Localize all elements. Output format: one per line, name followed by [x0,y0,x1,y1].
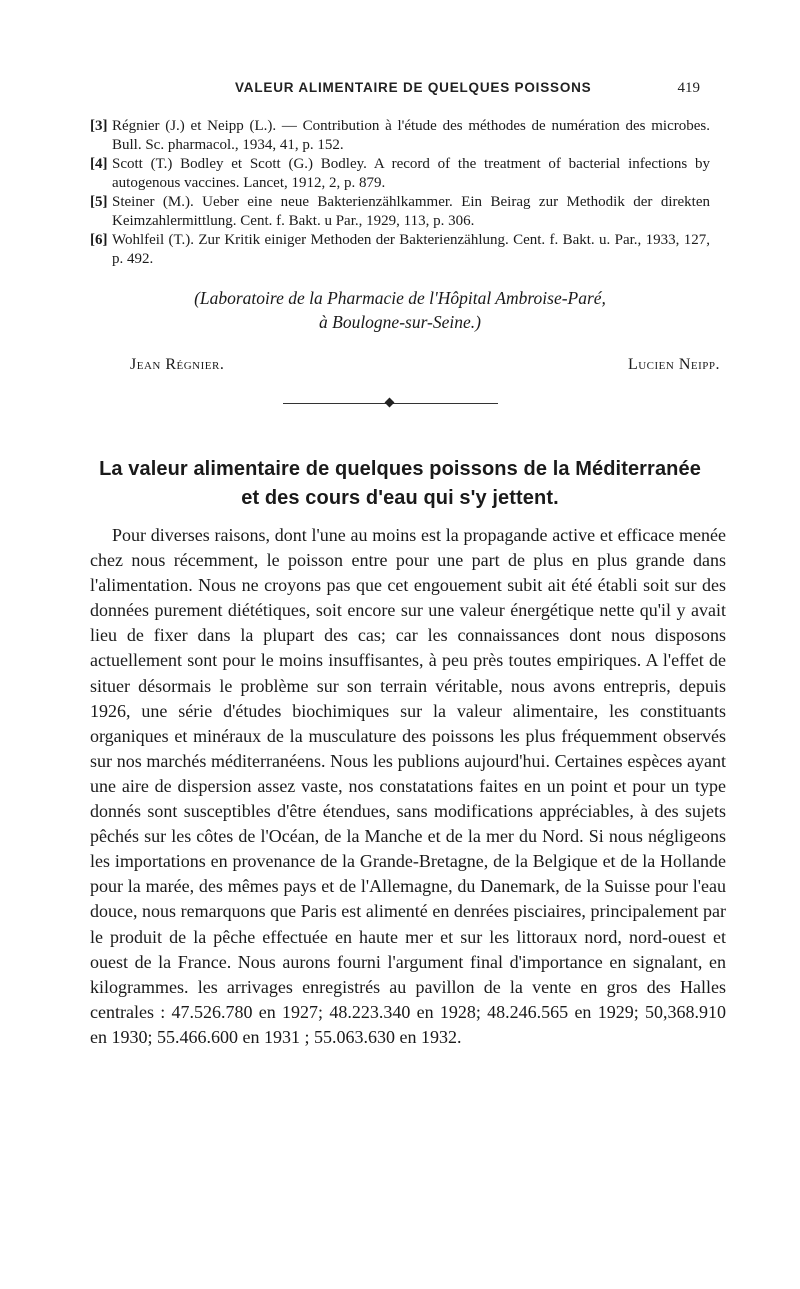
section-divider [283,403,498,404]
reference-item [90,155,710,193]
article-title [70,455,730,513]
article-title-line-1: La valeur alimentaire de quelques poissons de la Méditerranée [99,458,701,480]
reference-text: Scott (T.) Bodley et Scott (G.) Bodley. A record of the treatment of bacterial infections by autogenous vaccines. Lancet, 1912, 2, p. 879. [112,156,710,191]
page-number: 419 [677,80,700,96]
affiliation-line-2: à Boulogne-sur-Seine.) [319,312,481,332]
author-signature-right: Lucien Neipp. [627,356,720,373]
running-head [90,80,700,104]
reference-number: [6] [90,232,108,248]
affiliation [90,286,710,334]
article-title-line-2: et des cours d'eau qui s'y jettent. [241,487,559,509]
diamond-ornament-icon [385,398,395,408]
reference-number: [4] [90,156,108,172]
affiliation-line-1: (Laboratoire de la Pharmacie de l'Hôpital Ambroise-Paré, [194,288,606,308]
running-title: VALEUR ALIMENTAIRE DE QUELQUES POISSONS [235,80,592,95]
reference-text: Régnier (J.) et Neipp (L.). — Contribution à l'étude des méthodes de numération des microbes. Bull. Sc. pharmacol., 1934, 41, p. 152. [112,118,710,153]
body-paragraph: Pour diverses raisons, dont l'une au moins est la propagande active et efficace menée chez nous récemment, le poisson entre pour une part de plus en plus grande dans l'alimentation. Nous ne croyons pas que cet engouement subit ait été établi soit sur des données purement diététiques, soit encore sur une valeur énergétique nette qu'il y avait lieu de fixer dans la plupart des cas; car les connaissances dont nous disposons actuellement sont pour le moins insuffisantes, à peu près toutes empiriques. A l'effet de situer désormais le problème sur son terrain véritable, nous avons entrepris, depuis 1926, une série d'études biochimiques sur la valeur alimentaire, les constituants organiques et minéraux de la musculature des poissons les plus fréquemment observés sur nos marchés méditerranéens. Nous les publions aujourd'hui. Certaines espèces ayant une aire de dispersion assez vaste, nos constatations faites en un point et pour un type donnés sont susceptibles d'être étendues, sans modifications appréciables, à des sujets pêchés sur les côtes de l'Océan, de la Manche et de la mer du Nord. Si nous négligeons les importations en provenance de la Grande-Bretagne, de la Belgique et de la Hollande pour la marée, des mêmes pays et de l'Allemagne, du Danemark, de la Suisse pour l'eau douce, nous remarquons que Paris est alimenté en denrées pisciaires, principalement par le produit de la pêche effectuée en haute mer et sur les littoraux nord, nord-ouest et ouest de la France. Nous aurons fourni l'argument final d'importance en signalant, en kilogrammes. les arrivages enregistrés au pavillon de la vente en gros des Halles centrales : 47.526.780 en 1927; 48.223.340 en 1928; 48.246.565 en 1929; 50,368.910 en 1930; 55.466.600 en 1931 ; 55.063.630 en 1932. [90,525,726,1047]
reference-text: Steiner (M.). Ueber eine neue Bakterienzählkammer. Ein Beirag zur Methodik der direkten Keimzahlermittlung. Cent. f. Bakt. u Par., 1929, 113, p. 306. [112,194,710,229]
reference-item [90,193,710,231]
reference-item [90,117,710,155]
reference-number: [5] [90,194,108,210]
reference-list [90,117,710,269]
reference-number: [3] [90,118,108,134]
reference-item [90,231,710,269]
author-signature-left: Jean Régnier. [130,356,225,373]
reference-text: Wohlfeil (T.). Zur Kritik einiger Methoden der Bakterienzählung. Cent. f. Bakt. u. Par., 1933, 127, p. 492. [112,232,710,267]
author-signatures [130,356,720,380]
